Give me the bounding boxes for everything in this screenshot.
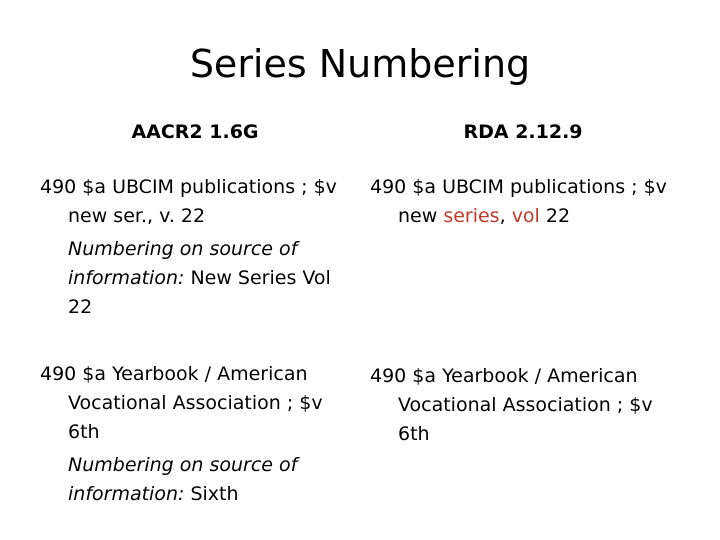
- marc-field: 490 $a UBCIM publications ; $v new ser., v. 22: [40, 176, 337, 227]
- numbering-note: [40, 451, 350, 509]
- marc-text: ,: [499, 205, 512, 227]
- highlighted-term-vol: vol: [511, 205, 540, 227]
- marc-field: [370, 173, 700, 231]
- note-value: New Series Vol 22: [68, 267, 331, 318]
- slide-title: Series Numbering: [189, 42, 531, 86]
- aacr2-column-heading: AACR2 1.6G: [131, 121, 259, 143]
- note-label: Numbering on source of information:: [68, 454, 298, 505]
- aacr2-example-2: [40, 360, 350, 509]
- rda-example-1: [370, 173, 700, 231]
- marc-text: 490 $a UBCIM publications ; $v new: [370, 176, 667, 227]
- numbering-note: [40, 235, 355, 322]
- highlighted-term-series: series: [443, 205, 500, 227]
- marc-field: 490 $a Yearbook / American Vocational Association ; $v 6th: [370, 365, 653, 445]
- marc-field: 490 $a Yearbook / American Vocational Association ; $v 6th: [40, 363, 323, 443]
- aacr2-example-1: [40, 173, 355, 322]
- note-value: Sixth: [184, 483, 239, 505]
- note-label: Numbering on source of information:: [68, 238, 298, 289]
- marc-text: 22: [539, 205, 571, 227]
- rda-example-2: [370, 362, 670, 449]
- rda-column-heading: RDA 2.12.9: [463, 121, 583, 143]
